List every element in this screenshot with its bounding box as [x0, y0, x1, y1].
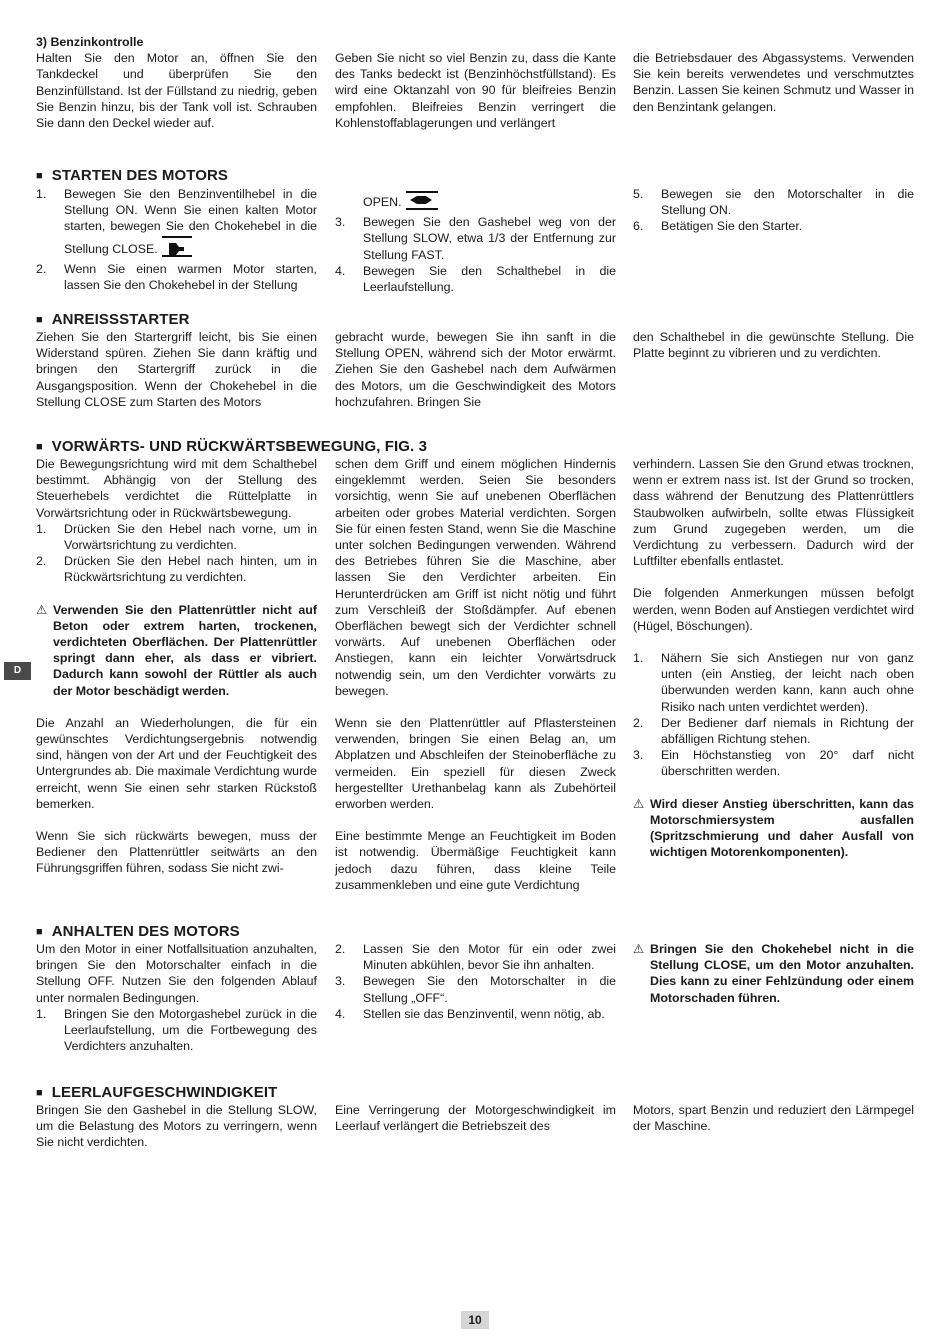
section-heading-idle — [36, 1084, 277, 1103]
page-number: 10 — [461, 1311, 489, 1329]
start-col3 — [633, 186, 914, 235]
bullet-square-icon: ■ — [36, 170, 43, 182]
section-title: VORWÄRTS- UND RÜCKWÄRTSBEWEGUNG, FIG. 3 — [51, 438, 428, 455]
fuel-check-col2 — [335, 50, 616, 131]
list-item: 2. Wenn Sie einen warmen Motor starten, lassen Sie den Chokehebel in der Stellung — [36, 261, 317, 293]
list-item: 2. Der Bediener darf niemals in Richtung der abfälligen Richtung stehen. — [633, 715, 914, 747]
list-item: 1. Bringen Sie den Motorgashebel zurück in die Leerlaufstellung, um die Fortbewegung des Verdichters anzuhalten. — [36, 1006, 317, 1054]
list-item: 1. Nähern Sie sich Anstiegen nur von ganz unten (ein Anstieg, der leicht nach oben überwunden werden kann, kann auch ohne Risiko nach unten verdichtet werden). — [633, 651, 914, 714]
section-title: LEERLAUFGESCHWINDIGKEIT — [51, 1084, 278, 1101]
list-item: 3. Ein Höchstanstieg von 20° darf nicht überschritten werden. — [633, 748, 914, 779]
warning-note: ⚠ Wird dieser Anstieg überschritten, kann das Motorschmiersystem ausfallen (Spritzschmierung und daher Ausfall von wichtigen Motorenkomponenten). — [633, 796, 914, 860]
idle-col2: Eine Verringerung der Motorgeschwindigkeit im Leerlauf verlängert die Betriebszeit des — [335, 1103, 616, 1134]
list-item: 6. Betätigen Sie den Starter. — [633, 219, 803, 234]
section-title: ANHALTEN DES MOTORS — [51, 923, 240, 940]
section-heading-movement — [36, 438, 427, 457]
warning-icon: ⚠ — [633, 796, 645, 811]
section-title: STARTEN DES MOTORS — [51, 167, 229, 184]
stop-col1: Um den Motor in einer Notfallsituation anzuhalten, bringen Sie den Motorschalter einfach in die Stellung OFF. Nutzen Sie den folgenden Ablauf unter normalen Bedingungen. 1. Bringen Sie den Motorgashebel zurück in die Leerlaufstellung, um die Fortbewegung des Verdichters anzuhalten. — [36, 942, 317, 1054]
section-heading-recoil — [36, 311, 190, 330]
fuel-check-text-1: Halten Sie den Motor an, öffnen Sie den Tankdeckel und überprüfen Sie den Benzinfüllstand. Ist der Füllstand zu niedrig, geben Sie Benzin hinzu, bis der Tank voll ist. Schrauben Sie dann den Deckel wieder auf. — [36, 51, 317, 131]
movement-col3: verhindern. Lassen Sie den Grund etwas trocknen, wenn er extrem nass ist. Ist der Grund so trocken, dass während der Benutzung des Plattenrüttlers Staubwolken aufwirbeln, sollte etwas Flüssigkeit zum Grund zugegeben werden, um die Verdichtung zu verbessern. Dadurch wird der Luftfilter ebenfalls entlastet. Die folgenden Anmerkungen müssen befolgt werden, wenn Boden auf Anstiegen verdichtet wird (Hügel, Böschungen). 1. Nähern Sie sich Anstiegen nur von ganz unten (ein Anstieg, der leicht nach oben überwunden werden kann, kann auch ohne Risiko nach unten verdichtet werden). 2. Der Bediener darf niemals in Richtung der abfälligen Richtung stehen. 3. Ein Höchstanstieg von 20° darf nicht überschritten werden. ⚠ Wird dieser Anstieg überschritten, kann das Motorschmiersystem ausfallen (Spritzschmierung und daher Ausfall von wichtigen Motorenkomponenten). — [633, 457, 914, 860]
movement-col1: Die Bewegungsrichtung wird mit dem Schalthebel bestimmt. Abhängig von der Stellung des Steuerhebels verdichtet die Rüttelplatte in Vorwärtsrichtung oder in Rückwärtsbewegung. 1. Drücken Sie den Hebel nach vorne, um in Vorwärtsrichtung zu verdichten. 2. Drücken Sie den Hebel nach hinten, um in Rückwärtsrichtung zu verdichten. ⚠ Verwenden Sie den Plattenrüttler nicht auf Beton oder extrem harten, trockenen, verdichteten Oberflächen. Der Plattenrüttler springt dann eher, als dass er vibriert. Dadurch kann sowohl der Rüttler als auch der Motor beschädigt werden. Die Anzahl an Wiederholungen, die für ein gewünschtes Verdichtungsergebnis notwendig sind, hängen von der Art und der Feuchtigkeit des Untergrundes ab. Die maximale Verdichtung wurde erreicht, wenn Sie einen sehr starken Rückstoß bemerken. Wenn Sie sich rückwärts bewegen, muss der Bediener den Plattenrüttler seitwärts an den Führungsgriffen führen, sodass Sie nicht zwi- — [36, 457, 317, 876]
warning-icon: ⚠ — [633, 942, 645, 956]
warning-note: ⚠ Bringen Sie den Chokehebel nicht in die Stellung CLOSE, um den Motor anzuhalten. Dies kann zu einer Fehlzündung oder einem Motorschaden führen. — [633, 942, 914, 1005]
list-item: 3. Bewegen Sie den Gashebel weg von der Stellung SLOW, etwa 1/3 der Entfernung zur Stellung FAST. — [335, 215, 616, 262]
recoil-col2: gebracht wurde, bewegen Sie ihn sanft in die Stellung OPEN, während sich der Motor erwärmt. Ziehen Sie den Gashebel nach dem Aufwärmen des Motors, um die Geschwindigkeit des Motors hochzufahren. Bringen Sie — [335, 330, 616, 409]
start-col2 — [335, 190, 616, 295]
bullet-square-icon: ■ — [36, 441, 43, 453]
list-item: 2. Lassen Sie den Motor für ein oder zwei Minuten abkühlen, bevor Sie ihn anhalten. — [335, 942, 616, 973]
choke-open-icon — [406, 190, 438, 214]
movement-col2: schen dem Griff und einem möglichen Hindernis eingeklemmt werden. Seien Sie besonders vorsichtig, wenn Sie auf unebenen Oberflächen arbeiten oder grobes Material verdichten. Sorgen Sie für einen festen Stand, wenn Sie die Maschine unter solchen Bedingungen verwenden. Während des Betriebes führen Sie die Maschine, aber lassen Sie den Verdichter arbeiten. Ein Herunterdrücken am Griff ist nicht nötig und führt zum Verschleiß der Stoßdämpfer. Auf ebenen Oberflächen bewegt sich der Verdichter schnell vorwärts. Auf unebenen Oberflächen oder Anstiegen, kann ein leichter Vorwärtsdruck notwendig sein, um den Verdichter vorwärts zu bewegen. Wenn sie den Plattenrüttler auf Pflastersteinen verwenden, bringen Sie einen Belag an, um Abplatzen und Abschleifen der Steinoberfläche zu vermeiden. Ein speziell für diesen Zweck hergestellter Urethanbelag kann als Zubehörteil erworben werden. Eine bestimmte Menge an Feuchtigkeit im Boden ist notwendig. Übermäßige Feuchtigkeit kann jedoch dazu führen, dass kleine Teile zusammenkleben und eine gute Verdichtung — [335, 457, 616, 892]
idle-col3: Motors, spart Benzin und reduziert den Lärmpegel der Maschine. — [633, 1103, 914, 1134]
fuel-check-title: 3) Benzinkontrolle — [36, 35, 144, 49]
list-item: 2. Drücken Sie den Hebel nach hinten, um in Rückwärtsrichtung zu verdichten. — [36, 554, 317, 585]
list-item: 5. Bewegen sie den Motorschalter in die Stellung ON. — [633, 187, 914, 218]
choke-closed-icon — [162, 235, 192, 261]
start-col1 — [36, 186, 317, 293]
list-item: 4. Bewegen Sie den Schalthebel in die Leerlaufstellung. — [335, 263, 616, 295]
bullet-square-icon: ■ — [36, 1087, 43, 1099]
fuel-check-col1 — [36, 34, 317, 131]
list-item: 1. Bewegen Sie den Benzinventilhebel in die Stellung ON. Wenn Sie einen kalten Motor starten, bewegen Sie den Chokehebel in die Stellung CLOSE. — [36, 186, 317, 261]
warning-icon: ⚠ — [36, 602, 48, 617]
section-heading-start — [36, 167, 228, 186]
list-item: OPEN. — [335, 190, 616, 214]
section-heading-stop — [36, 923, 240, 942]
idle-col1: Bringen Sie den Gashebel in die Stellung SLOW, um die Belastung des Motors zu verringern, wenn Sie nicht verdichten. — [36, 1103, 317, 1150]
language-tab: D — [4, 662, 31, 680]
stop-col2 — [335, 941, 616, 1022]
list-item: 3. Bewegen Sie den Motorschalter in die Stellung „OFF“. — [335, 974, 616, 1005]
section-title: ANREISSSTARTER — [51, 311, 190, 328]
bullet-square-icon: ■ — [36, 314, 43, 326]
fuel-check-text-3: die Betriebsdauer des Abgassystems. Verwenden Sie kein bereits verwendetes und verschmutztes Benzin. Lassen Sie keinen Schmutz und Wasser in den Benzintank gelangen. — [633, 51, 914, 114]
list-item: 4. Stellen sie das Benzinventil, wenn nötig, ab. — [335, 1006, 605, 1021]
fuel-check-text-2: Geben Sie nicht so viel Benzin zu, dass die Kante des Tanks bedeckt ist (Benzinhöchstfüllstand). Es wird eine Oktanzahl von 90 für bleifreies Benzin empfohlen. Bleifreies Benzin verringert die Kohlenstoffablagerungen und verlängert — [335, 51, 616, 130]
recoil-col1: Ziehen Sie den Startergriff leicht, bis Sie einen Widerstand spüren. Ziehen Sie dann kräftig und bringen den Startergriff zurück in die Ausgangsposition. Wenn der Chokehebel in die Stellung CLOSE zum Starten des Motors — [36, 330, 317, 409]
fuel-check-col3 — [633, 50, 914, 115]
stop-col3 — [633, 941, 914, 1006]
warning-note: ⚠ Verwenden Sie den Plattenrüttler nicht auf Beton oder extrem harten, trockenen, verdichteten Oberflächen. Der Plattenrüttler springt dann eher, als dass er vibriert. Dadurch kann sowohl der Rüttler als auch der Motor beschädigt werden. — [36, 602, 317, 698]
list-item: 1. Drücken Sie den Hebel nach vorne, um in Vorwärtsrichtung zu verdichten. — [36, 521, 317, 553]
bullet-square-icon: ■ — [36, 926, 43, 938]
recoil-col3: den Schalthebel in die gewünschte Stellung. Die Platte beginnt zu vibrieren und zu verdichten. — [633, 330, 914, 361]
